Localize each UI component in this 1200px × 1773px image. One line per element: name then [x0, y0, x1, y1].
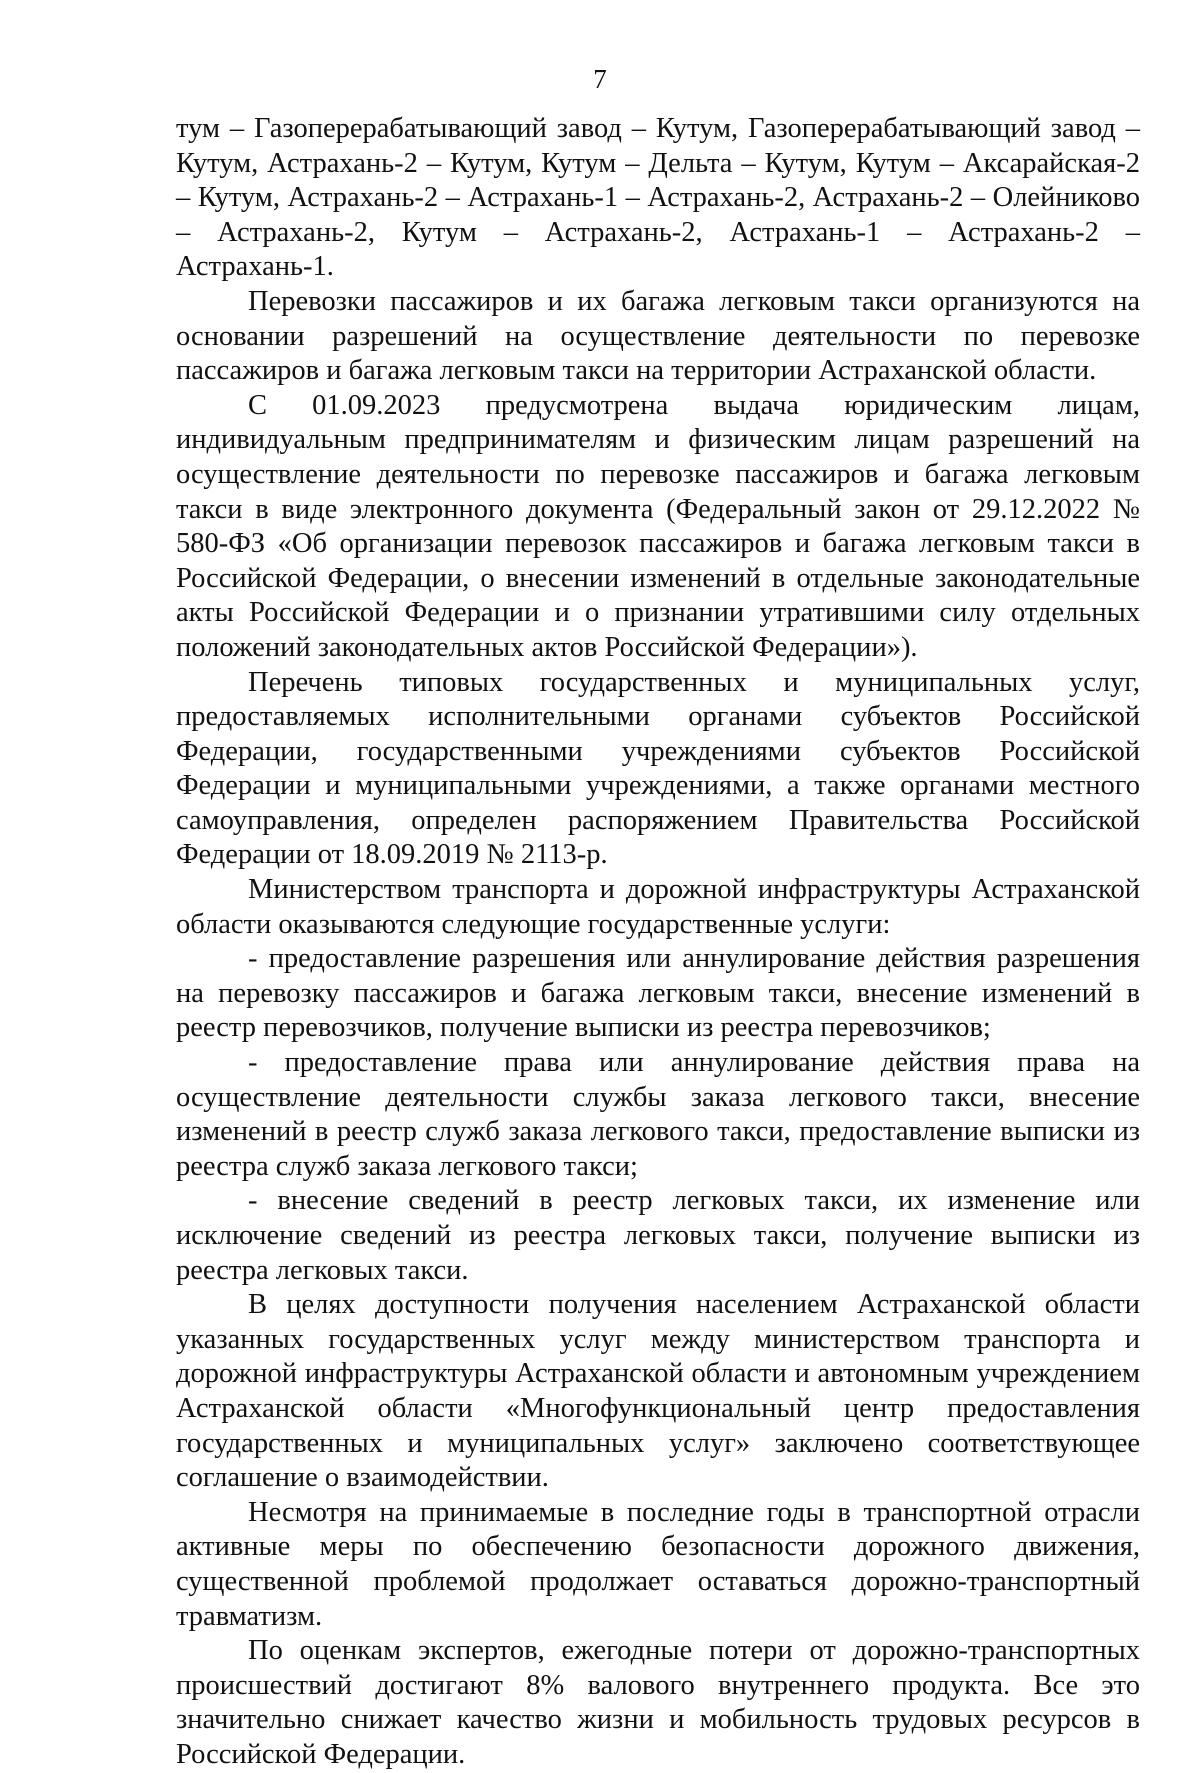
paragraph-ministry-services: Министерством транспорта и дорожной инфраструктуры Астраханской области оказываются следующие государственные услуги:: [176, 874, 1140, 940]
document-body: [176, 112, 1140, 1773]
list-item-taxi-registry: - внесение сведений в реестр легковых такси, их изменение или исключение сведений из реестра легковых такси, получение выписки из реестра легковых такси.: [176, 1185, 1140, 1286]
paragraph-mfc-agreement: В целях доступности получения населением Астраханской области указанных государственных услуг между министерством транспорта и дорожной инфраструктуры Астраханской области и автономным учреждением Астраханской области «Многофункциональный центр предоставления государственных и муниципальных услуг» заключено соответствующее соглашение о взаимодействии.: [176, 1289, 1140, 1494]
list-item-dispatch-service: - предоставление права или аннулирование действия права на осуществление деятельности службы заказа легкового такси, внесение изменений в реестр служб заказа легкового такси, предоставление выписки из реестра служб заказа легкового такси;: [176, 1047, 1140, 1182]
list-item-carrier-permits: - предоставление разрешения или аннулирование действия разрешения на перевозку пассажиров и багажа легковым такси, внесение изменений в реестр перевозчиков, получение выписки из реестра перевозчиков;: [176, 943, 1140, 1044]
page-number: 7: [593, 64, 607, 94]
paragraph-road-safety: Несмотря на принимаемые в последние годы в транспортной отрасли активные меры по обеспечению безопасности дорожного движения, существенной проблемой продолжает оставаться дорожно-транспортный травматизм.: [176, 1496, 1140, 1632]
paragraph-taxi-permits: Перевозки пассажиров и их багажа легковым такси организуются на основании разрешений на осуществление деятельности по перевозке пассажиров и багажа легковым такси на территории Астраханской области.: [176, 285, 1140, 387]
paragraph-route-list-continuation: тум – Газоперерабатывающий завод – Кутум, Газоперерабатывающий завод – Кутум, Астрахань-2 – Кутум, Кутум – Дельта – Кутум, Кутум – Аксарайская-2 – Кутум, Астрахань-2 – Астрахань-1 – Астрахань-2, Астрахань-2 – Олейниково – Астрахань-2, Кутум – Астрахань-2, Астрахань-1 – Астрахань-2 – Астрахань-1.: [176, 113, 1140, 283]
paragraph-typical-services-list: Перечень типовых государственных и муниципальных услуг, предоставляемых исполнительными органами субъектов Российской Федерации, государственными учреждениями субъектов Российской Федерации и муниципальными учреждениями, а также органами местного самоуправления, определен распоряжением Правительства Российской Федерации от 18.09.2019 № 2113-р.: [176, 666, 1140, 871]
paragraph-electronic-permits: С 01.09.2023 предусмотрена выдача юридическим лицам, индивидуальным предпринимателям и физическим лицам разрешений на осуществление деятельности по перевозке пассажиров и багажа легковым такси в виде электронного документа (Федеральный закон от 29.12.2022 № 580-ФЗ «Об организации перевозок пассажиров и багажа легковым такси в Российской Федерации, о внесении изменений в отдельные законодательные акты Российской Федерации и о признании утратившими силу отдельных положений законодательных актов Российской Федерации»).: [176, 389, 1140, 663]
paragraph-economic-losses: По оценкам экспертов, ежегодные потери от дорожно-транспортных происшествий достигают 8% валового внутреннего продукта. Все это значительно снижает качество жизни и мобильность трудовых ресурсов в Российской Федерации.: [176, 1635, 1140, 1770]
